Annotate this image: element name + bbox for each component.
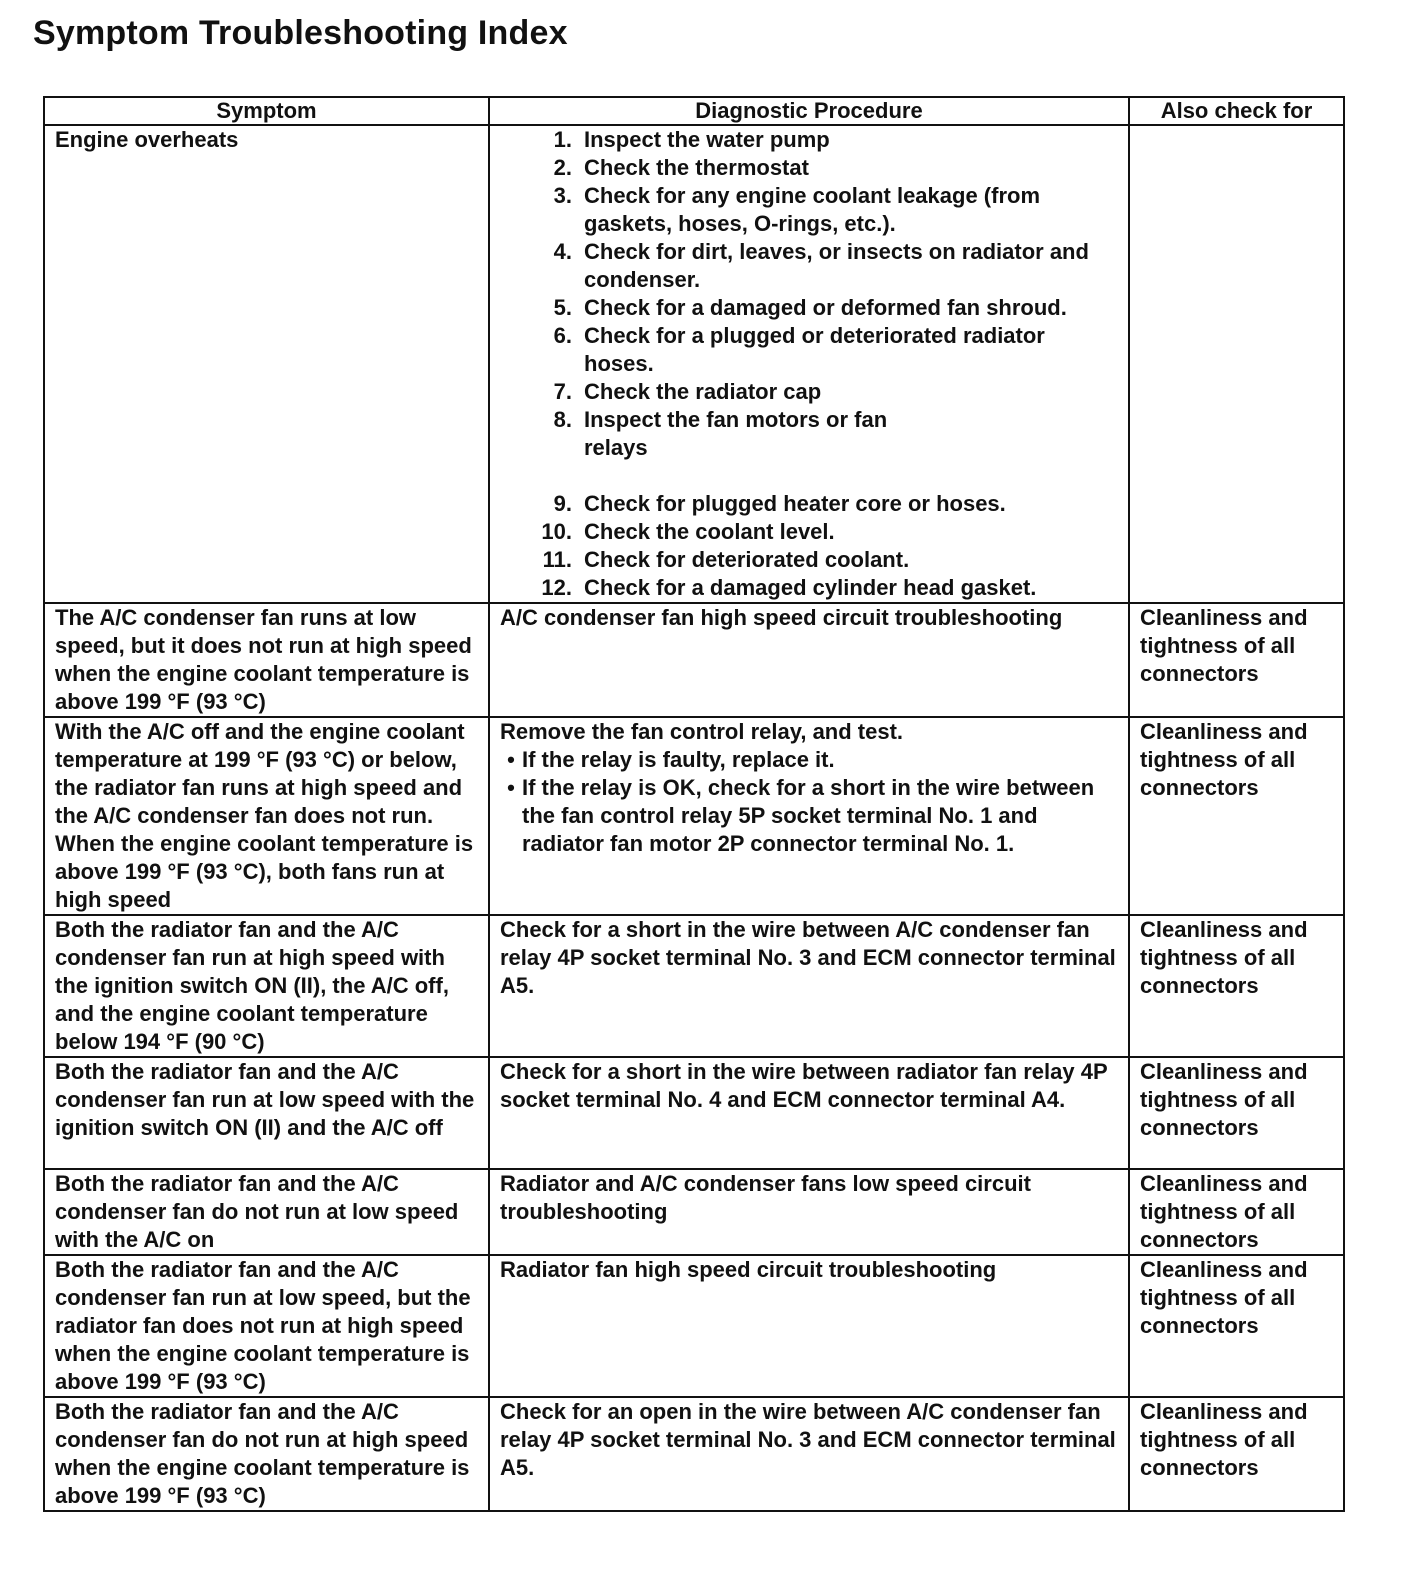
procedure-cell: Check for an open in the wire between A/C condenser fan relay 4P socket terminal No. 3 and ECM connector terminal A5.	[489, 1397, 1129, 1511]
step-text: Inspect the water pump	[584, 127, 830, 152]
step-item	[514, 546, 1118, 574]
step-item	[514, 126, 1118, 154]
table-row	[44, 1169, 1344, 1255]
step-item	[514, 406, 1118, 462]
step-item	[514, 490, 1118, 518]
step-text: Check for a plugged or deteriorated radiator hoses.	[584, 323, 1045, 376]
bullet-text: If the relay is OK, check for a short in the wire between the fan control relay 5P socket terminal No. 1 and radiator fan motor 2P connector terminal No. 1.	[522, 775, 1095, 856]
also-check-cell: Cleanliness and tightness of all connectors	[1129, 1169, 1344, 1255]
step-text: Check the radiator cap	[584, 379, 822, 404]
also-check-cell: Cleanliness and tightness of all connectors	[1129, 1255, 1344, 1397]
step-text: Check the coolant level.	[584, 519, 835, 544]
step-item	[514, 378, 1118, 406]
step-item	[514, 574, 1118, 602]
bullet-icon: •	[507, 775, 515, 800]
table-row	[44, 1255, 1344, 1397]
step-text: Inspect the fan motors or fan relays	[584, 407, 888, 460]
symptom-cell: Both the radiator fan and the A/C condenser fan run at low speed with the ignition switch ON (II) and the A/C off	[44, 1057, 489, 1169]
procedure-cell: Check for a short in the wire between A/C condenser fan relay 4P socket terminal No. 3 and ECM connector terminal A5.	[489, 915, 1129, 1057]
symptom-cell: With the A/C off and the engine coolant temperature at 199 °F (93 °C) or below, the radiator fan runs at high speed and the A/C condenser fan does not run. When the engine coolant temperature is above 199 °F (93 °C), both fans run at high speed	[44, 717, 489, 915]
step-number: 12.	[541, 575, 572, 600]
step-number: 2.	[553, 155, 572, 180]
table-row	[44, 1057, 1344, 1169]
procedure-steps	[500, 126, 1118, 602]
symptom-cell: Both the radiator fan and the A/C condenser fan run at low speed, but the radiator fan does not run at high speed when the engine coolant temperature is above 199 °F (93 °C)	[44, 1255, 489, 1397]
step-number: 9.	[553, 491, 572, 516]
symptom-cell: Both the radiator fan and the A/C condenser fan do not run at low speed with the A/C on	[44, 1169, 489, 1255]
bullet-item	[500, 774, 1118, 858]
step-text: Check for dirt, leaves, or insects on radiator and condenser.	[584, 239, 1089, 292]
table-row	[44, 717, 1344, 915]
step-text: Check the thermostat	[584, 155, 809, 180]
step-text: Check for a damaged cylinder head gasket.	[584, 575, 1037, 600]
step-text: Check for a damaged or deformed fan shroud.	[584, 295, 1067, 320]
also-check-cell: Cleanliness and tightness of all connectors	[1129, 915, 1344, 1057]
bullet-icon: •	[507, 747, 515, 772]
also-check-cell: Cleanliness and tightness of all connectors	[1129, 717, 1344, 915]
procedure-bullets	[500, 746, 1118, 858]
step-number: 7.	[553, 379, 572, 404]
step-text: Check for deteriorated coolant.	[584, 547, 910, 572]
header-procedure: Diagnostic Procedure	[489, 97, 1129, 125]
also-check-cell: Cleanliness and tightness of all connectors	[1129, 1057, 1344, 1169]
step-number: 11.	[542, 547, 572, 572]
table-row	[44, 915, 1344, 1057]
step-number: 3.	[553, 183, 572, 208]
header-symptom: Symptom	[44, 97, 489, 125]
procedure-intro: Remove the fan control relay, and test.	[500, 719, 904, 744]
header-also-check: Also check for	[1129, 97, 1344, 125]
step-number: 10.	[541, 519, 572, 544]
also-check-cell: Cleanliness and tightness of all connectors	[1129, 1397, 1344, 1511]
symptom-cell: Engine overheats	[44, 125, 489, 603]
procedure-cell: Check for a short in the wire between radiator fan relay 4P socket terminal No. 4 and ECM connector terminal A4.	[489, 1057, 1129, 1169]
step-item	[514, 238, 1118, 294]
table-row	[44, 1397, 1344, 1511]
symptom-cell: Both the radiator fan and the A/C condenser fan run at high speed with the ignition switch ON (II), the A/C off, and the engine coolant temperature below 194 °F (90 °C)	[44, 915, 489, 1057]
step-item	[514, 518, 1118, 546]
table-header-row	[44, 97, 1344, 125]
procedure-cell	[489, 125, 1129, 603]
step-item	[514, 154, 1118, 182]
table-row	[44, 125, 1344, 603]
bullet-text: If the relay is faulty, replace it.	[522, 747, 835, 772]
also-check-cell	[1129, 125, 1344, 603]
step-number: 5.	[553, 295, 572, 320]
also-check-cell: Cleanliness and tightness of all connectors	[1129, 603, 1344, 717]
step-item	[514, 182, 1118, 238]
step-text: Check for plugged heater core or hoses.	[584, 491, 1006, 516]
procedure-cell	[489, 717, 1129, 915]
table-row	[44, 603, 1344, 717]
step-gap	[514, 462, 1118, 490]
step-text: Check for any engine coolant leakage (from gaskets, hoses, O-rings, etc.).	[584, 183, 1041, 236]
step-number: 6.	[553, 323, 572, 348]
symptom-table	[43, 96, 1345, 1512]
page-title: Symptom Troubleshooting Index	[33, 14, 568, 52]
symptom-cell: Both the radiator fan and the A/C condenser fan do not run at high speed when the engine coolant temperature is above 199 °F (93 °C)	[44, 1397, 489, 1511]
procedure-cell: Radiator and A/C condenser fans low speed circuit troubleshooting	[489, 1169, 1129, 1255]
symptom-cell: The A/C condenser fan runs at low speed, but it does not run at high speed when the engine coolant temperature is above 199 °F (93 °C)	[44, 603, 489, 717]
bullet-item	[500, 746, 1118, 774]
step-item	[514, 294, 1118, 322]
procedure-cell: A/C condenser fan high speed circuit troubleshooting	[489, 603, 1129, 717]
procedure-cell: Radiator fan high speed circuit troubleshooting	[489, 1255, 1129, 1397]
step-number: 1.	[553, 127, 572, 152]
step-number: 8.	[553, 407, 572, 432]
step-item	[514, 322, 1118, 378]
step-number: 4.	[553, 239, 572, 264]
